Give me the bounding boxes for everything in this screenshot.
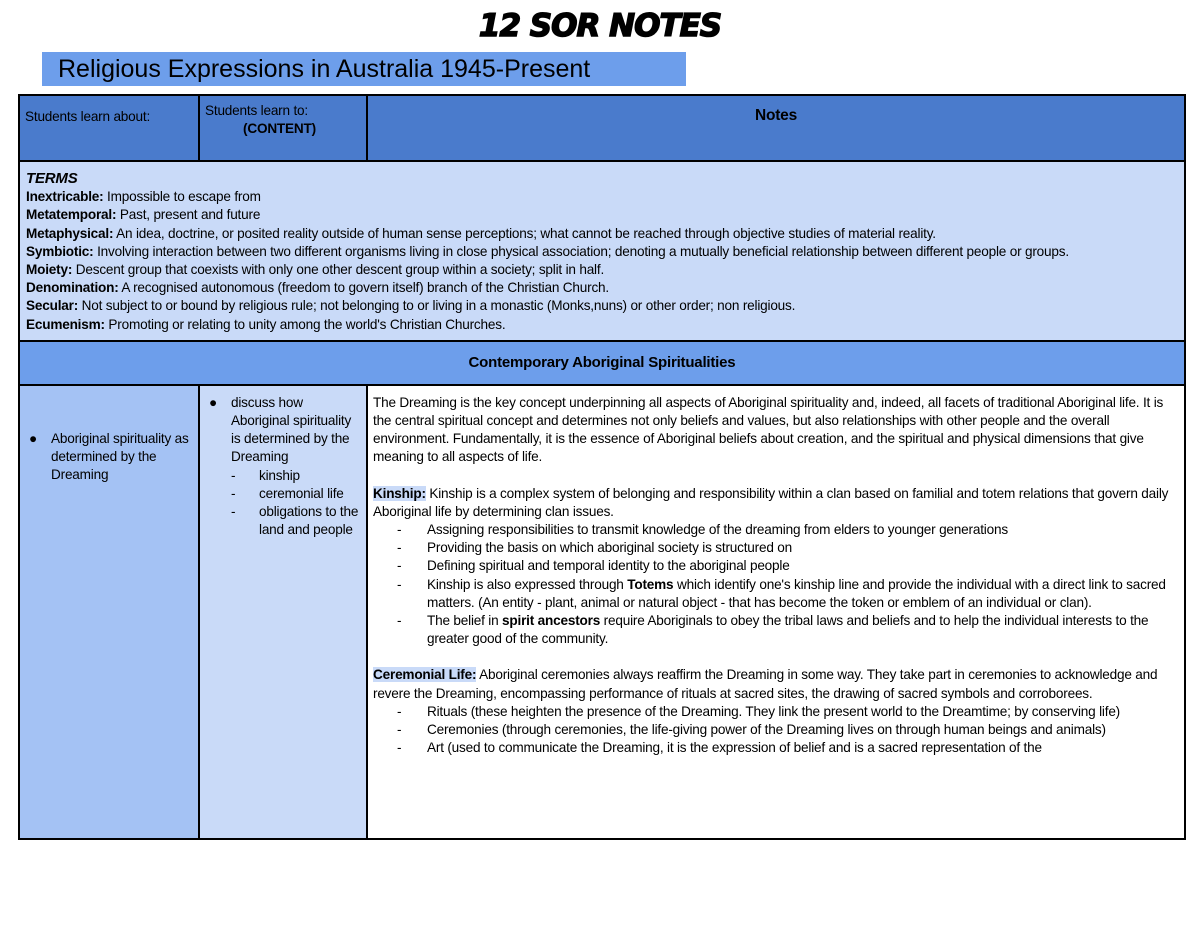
totems-post: which identify one's kinship line and provide the individual with a direct link to sacred matters. (An entity - plant, animal or natural object - that has become the token or emblem of an individual or clan).	[427, 576, 1166, 610]
kinship-list	[373, 521, 1179, 576]
bullet-icon: ●	[209, 394, 218, 410]
kinship-label: Kinship:	[373, 485, 426, 501]
list-item-text: kinship	[259, 467, 300, 483]
term-name: Denomination:	[26, 280, 119, 296]
header-learn-about: Students learn about:	[19, 95, 199, 161]
term-item	[26, 225, 1178, 243]
term-item	[26, 316, 1178, 334]
ceremonial-list	[373, 703, 1179, 758]
term-definition: Not subject to or bound by religious rule; not belonging to or living in a monastic (Monks,nuns) or other order; non religious.	[78, 298, 796, 314]
dash-icon: -	[397, 558, 402, 574]
terms-cell	[19, 161, 1185, 341]
list-item-text: Assigning responsibilities to transmit knowledge of the dreaming from elders to younger generations	[427, 522, 1008, 538]
list-item	[373, 721, 1179, 739]
dash-icon: -	[397, 722, 402, 738]
dash-icon: -	[397, 740, 402, 756]
dash-icon: -	[397, 522, 402, 538]
term-definition: Impossible to escape from	[103, 189, 261, 205]
list-item-text: Defining spiritual and temporal identity to the aboriginal people	[427, 558, 790, 574]
list-item	[205, 467, 361, 485]
section-heading: Contemporary Aboriginal Spiritualities	[19, 341, 1185, 385]
header-learn-to	[199, 95, 367, 161]
dash-icon: -	[397, 613, 402, 629]
syllabus-table	[18, 94, 1186, 840]
list-item-text: obligations to the land and people	[259, 504, 359, 538]
term-definition: Past, present and future	[116, 207, 261, 223]
learn-about-cell	[19, 385, 199, 839]
list-item	[373, 521, 1179, 539]
term-name: Symbiotic:	[26, 243, 94, 259]
document-title: 12 SOR NOTES	[478, 8, 722, 44]
term-item	[26, 188, 1178, 206]
list-item	[205, 503, 361, 539]
term-definition: Involving interaction between two different organisms living in close physical association; denoting a mutually beneficial relationship between different people or groups.	[93, 243, 1069, 259]
totems-pre: Kinship is also expressed through	[427, 576, 628, 592]
term-name: Inextricable:	[26, 189, 104, 205]
dash-icon: -	[397, 703, 402, 719]
kinship-paragraph	[373, 485, 1179, 521]
term-definition: Promoting or relating to unity among the world's Christian Churches.	[104, 316, 506, 332]
notes-cell	[367, 385, 1185, 839]
dash-icon: -	[231, 504, 236, 520]
content-row	[19, 385, 1185, 839]
spirit-post: require Aboriginals to obey the tribal laws and beliefs and to help the individual interests to the greater good of the community.	[427, 613, 1149, 647]
list-item-text: Providing the basis on which aboriginal society is structured on	[427, 540, 793, 556]
dash-icon: -	[231, 485, 236, 501]
learn-to-cell	[199, 385, 367, 839]
list-item	[373, 612, 1179, 648]
list-item-text: Ceremonies (through ceremonies, the life-giving power of the Dreaming lives on through human beings and animals)	[427, 722, 1106, 738]
list-item-text: Art (used to communicate the Dreaming, it is the expression of belief and is a sacred representation of the	[427, 740, 1042, 756]
term-name: Secular:	[26, 298, 79, 314]
list-item	[373, 539, 1179, 557]
ceremonial-text: Aboriginal ceremonies always reaffirm the Dreaming in some way. They take part in ceremonies to acknowledge and revere the Dreaming, encompassing performance of rituals at sacred sites, the drawing of sacred symbols and corroborees.	[373, 667, 1158, 701]
dreaming-intro: The Dreaming is the key concept underpinning all aspects of Aboriginal spirituality and, indeed, all facets of traditional Aboriginal life. It is the central spiritual concept and determines not only beliefs and values, but also relationships with other people and the overall environment. Fundamentally, it is the essence of Aboriginal beliefs about creation, and the spiritual and physical dimensions that give meaning to all aspects of life.	[373, 394, 1164, 465]
spirit-bold: spirit ancestors	[502, 613, 601, 629]
term-definition: An idea, doctrine, or posited reality outside of human sense perceptions; what cannot be reached through objective studies of material reality.	[113, 225, 936, 241]
learn-to-text: discuss how Aboriginal spirituality is determined by the Dreaming	[231, 394, 352, 465]
term-definition: Descent group that coexists with only one other descent group within a society; split in half.	[72, 262, 605, 278]
term-item	[26, 206, 1178, 224]
list-item-text: ceremonial life	[259, 485, 344, 501]
term-item	[26, 297, 1178, 315]
list-item	[205, 485, 361, 503]
terms-row	[19, 161, 1185, 341]
totems-bold: Totems	[627, 576, 674, 592]
list-item	[373, 703, 1179, 721]
kinship-text: Kinship is a complex system of belonging and responsibility within a clan based on familial and totem relations that govern daily Aboriginal life by determining clan issues.	[373, 485, 1169, 519]
term-item	[26, 243, 1178, 261]
list-item	[373, 557, 1179, 575]
ceremonial-paragraph	[373, 666, 1179, 702]
ceremonial-label: Ceremonial Life:	[373, 667, 477, 683]
section-row	[19, 341, 1185, 385]
term-name: Moiety:	[26, 262, 73, 278]
term-name: Metatemporal:	[26, 207, 117, 223]
list-item	[373, 739, 1179, 757]
bullet-icon: ●	[29, 430, 38, 446]
term-name: Metaphysical:	[26, 225, 114, 241]
header-row	[19, 95, 1185, 161]
term-definition: A recognised autonomous (freedom to govern itself) branch of the Christian Church.	[118, 280, 609, 296]
terms-list	[26, 188, 1178, 334]
spirit-pre: The belief in	[427, 613, 503, 629]
dash-icon: -	[231, 467, 236, 483]
list-item-text: Rituals (these heighten the presence of the Dreaming. They link the present world to the Dreamtime; by conserving life)	[427, 703, 1121, 719]
dash-icon: -	[397, 576, 402, 592]
term-item	[26, 279, 1178, 297]
learn-to-list	[205, 467, 361, 540]
term-name: Ecumenism:	[26, 316, 105, 332]
list-item	[373, 576, 1179, 612]
learn-about-text: Aboriginal spirituality as determined by the Dreaming	[51, 430, 189, 483]
header-content-label: (CONTENT)	[243, 121, 316, 137]
terms-heading: TERMS	[26, 170, 78, 187]
document-subtitle: Religious Expressions in Australia 1945-Present	[42, 52, 686, 86]
header-notes: Notes	[367, 95, 1185, 161]
dash-icon: -	[397, 540, 402, 556]
header-learn-to-label: Students learn to:	[205, 103, 308, 118]
term-item	[26, 261, 1178, 279]
